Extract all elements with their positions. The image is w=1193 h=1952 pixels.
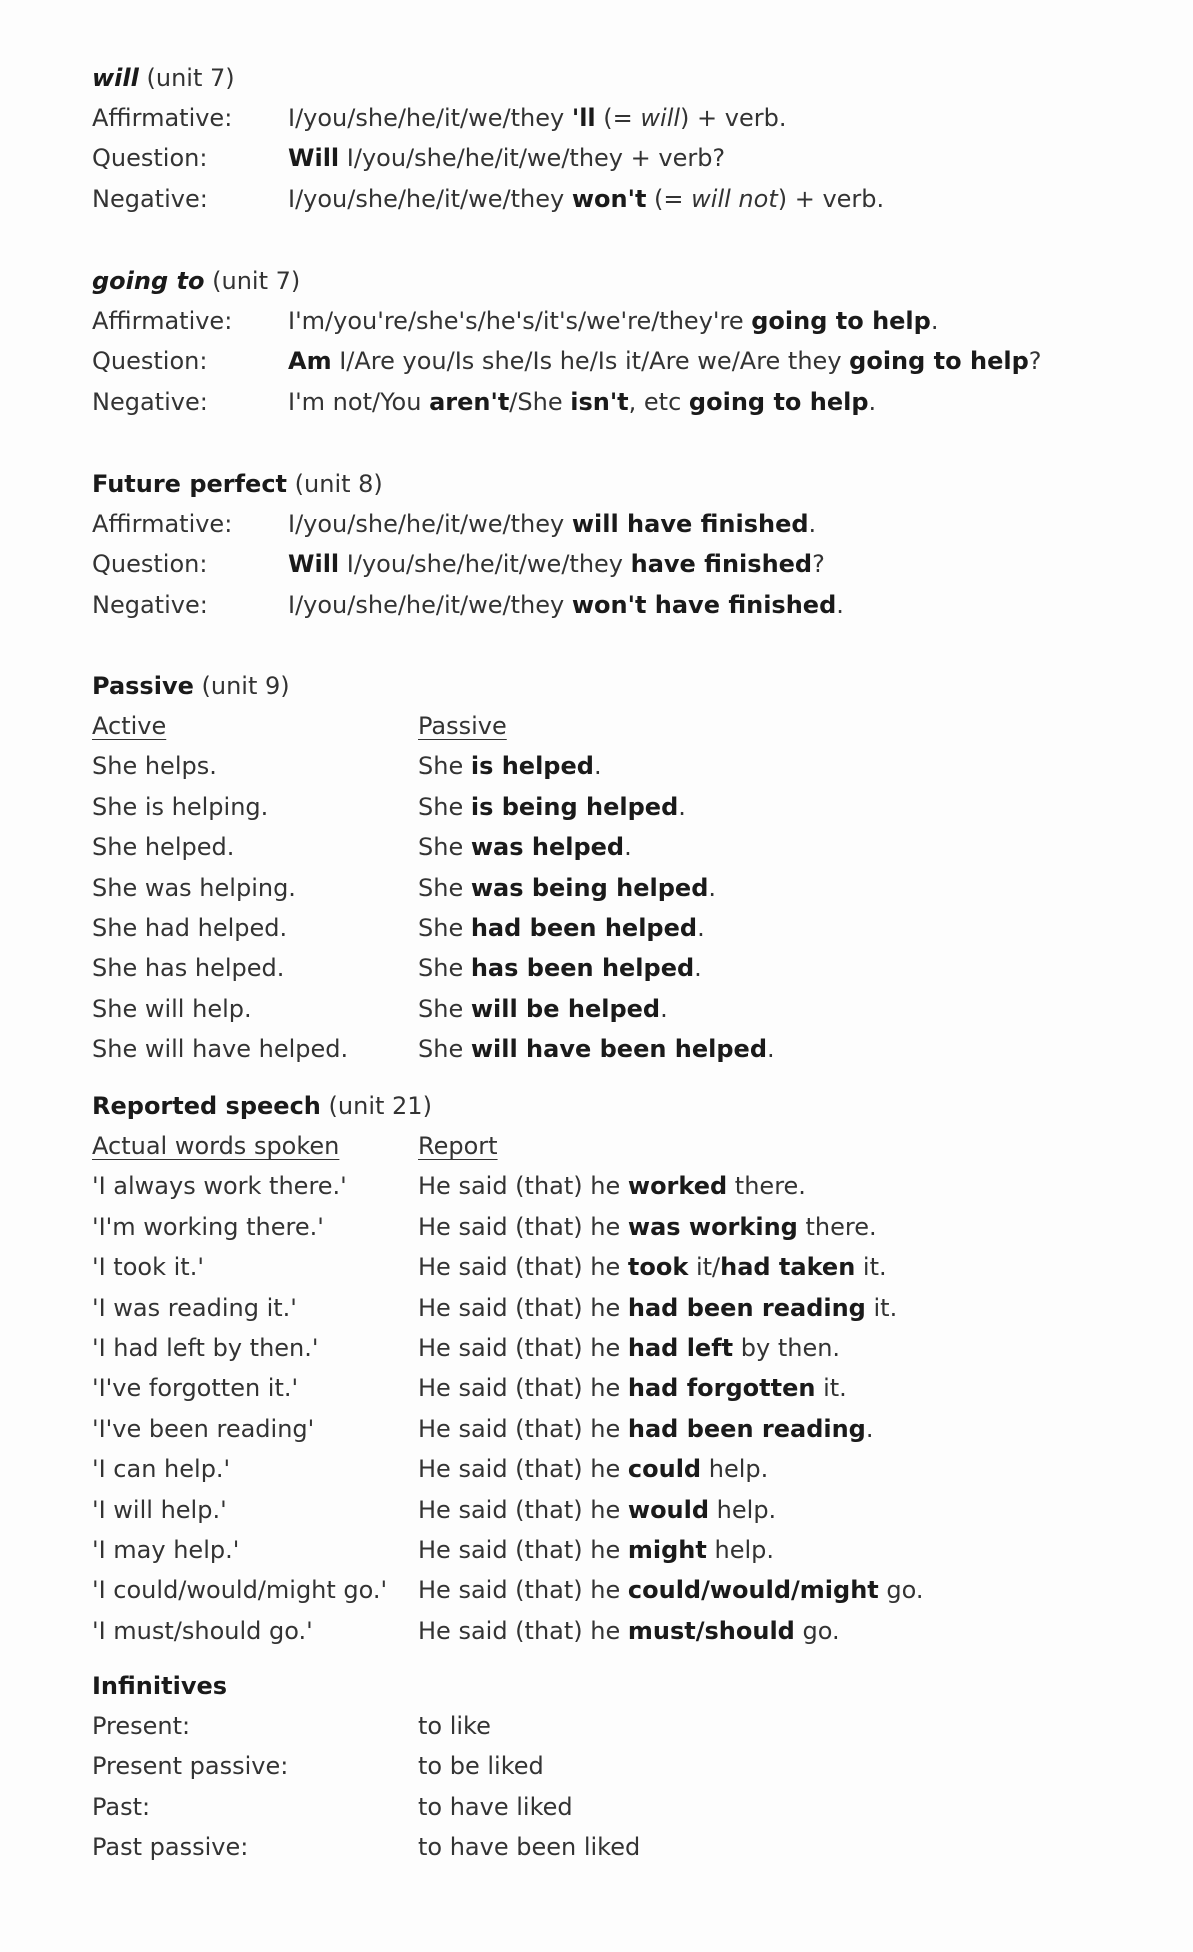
table-row <box>92 1409 1152 1449</box>
text-segment: (= <box>646 184 692 213</box>
text-segment: He said (that) he <box>418 1455 628 1484</box>
row-label: Past: <box>92 1792 151 1821</box>
row-value <box>418 1166 806 1206</box>
row-label: She helped. <box>92 833 235 862</box>
text-segment: I'm/you're/she's/he's/it's/we're/they're <box>288 307 752 335</box>
row-label: She has helped. <box>92 954 285 983</box>
row-value <box>418 746 602 786</box>
bold-segment: aren't <box>429 387 510 416</box>
row-label: 'I've been reading' <box>92 1414 315 1443</box>
text-segment: . <box>930 307 939 335</box>
row-value <box>418 1328 840 1368</box>
table-row <box>92 1288 1152 1328</box>
row-value <box>418 868 716 908</box>
row-value <box>418 827 632 867</box>
text-segment: to have been liked <box>418 1833 641 1862</box>
row-value <box>288 382 876 422</box>
section-unit: (unit 7) <box>212 267 301 295</box>
text-segment: She <box>418 833 471 862</box>
row-value <box>418 1570 924 1610</box>
table-row <box>92 787 1152 827</box>
table-row <box>92 1570 1152 1610</box>
bold-segment: will be helped <box>470 994 661 1023</box>
table-row <box>92 908 1152 948</box>
row-label: 'I could/would/might go.' <box>92 1576 388 1605</box>
row-value <box>418 1247 887 1287</box>
text-segment: He said (that) he <box>418 1374 628 1403</box>
bold-segment: was helped <box>470 833 625 862</box>
bold-segment: has been helped <box>470 954 695 983</box>
bold-segment: had been reading <box>627 1414 866 1443</box>
bold-segment: won't have finished <box>571 590 837 619</box>
section-will <box>92 58 1152 219</box>
section-going-to <box>92 261 1152 422</box>
row-label: Negative: <box>92 184 208 213</box>
section-rows <box>92 504 1152 625</box>
text-segment: help. <box>701 1455 769 1484</box>
text-segment: ) + verb. <box>777 184 885 213</box>
row-value <box>418 1368 847 1408</box>
bold-segment: isn't <box>570 387 629 416</box>
table-row <box>92 1166 1152 1206</box>
text-segment: He said (that) he <box>418 1576 628 1605</box>
text-segment: She <box>418 752 471 781</box>
row-label: She had helped. <box>92 913 288 942</box>
section-title: Passive <box>92 672 194 700</box>
row-label: Past passive: <box>92 1833 249 1862</box>
row-value <box>418 1746 544 1786</box>
text-segment: ) + verb. <box>680 104 787 132</box>
text-segment: , etc <box>628 387 689 416</box>
row-label: 'I took it.' <box>92 1253 204 1282</box>
text-segment: I/you/she/he/it/we/they <box>288 104 572 132</box>
text-segment: She <box>418 873 471 902</box>
bold-segment: Will <box>288 550 340 579</box>
table-row <box>92 1368 1152 1408</box>
row-label: Affirmative: <box>92 104 233 132</box>
section-heading <box>92 1666 1152 1706</box>
text-segment: She <box>418 913 471 942</box>
row-value <box>418 908 705 948</box>
table-row <box>92 1247 1152 1287</box>
row-label: 'I must/should go.' <box>92 1616 313 1645</box>
text-segment: help. <box>709 1495 777 1524</box>
row-label: 'I always work there.' <box>92 1172 347 1201</box>
table-row <box>92 746 1152 786</box>
section-rows <box>92 301 1152 422</box>
text-segment: . <box>868 387 877 416</box>
row-value <box>418 1530 774 1570</box>
section-heading <box>92 1086 1152 1126</box>
section-title: Reported speech <box>92 1092 321 1120</box>
table-row <box>92 1827 1152 1867</box>
bold-segment: might <box>627 1535 707 1564</box>
row-value <box>418 948 702 988</box>
row-label: Question: <box>92 144 208 173</box>
row-label: She will help. <box>92 994 252 1023</box>
section-unit: (unit 21) <box>328 1092 432 1120</box>
bold-segment: had been reading <box>627 1293 866 1322</box>
table-row <box>92 301 1152 341</box>
row-value <box>418 1449 768 1489</box>
table-row <box>92 179 1152 219</box>
text-segment: go. <box>794 1616 840 1645</box>
row-label: Question: <box>92 550 208 579</box>
table-row <box>92 1787 1152 1827</box>
table-row <box>92 544 1152 584</box>
row-label: Negative: <box>92 590 208 619</box>
table-row <box>92 98 1152 138</box>
text-segment: He said (that) he <box>418 1535 628 1564</box>
section-title: will <box>92 64 139 92</box>
bold-segment: will have been helped <box>470 1035 768 1064</box>
bold-segment: would <box>627 1495 710 1524</box>
section-passive <box>92 666 1152 1070</box>
row-label: She was helping. <box>92 873 296 902</box>
row-value <box>288 138 725 178</box>
text-segment: She <box>418 954 471 983</box>
section-title: going to <box>92 267 205 295</box>
bold-segment: must/should <box>627 1616 795 1645</box>
text-segment: . <box>697 913 705 942</box>
bold-segment: have finished <box>630 550 813 579</box>
text-segment: it. <box>865 1293 898 1322</box>
text-segment: She <box>418 792 471 821</box>
row-value <box>288 179 884 219</box>
row-value <box>418 1409 874 1449</box>
text-segment: by then. <box>733 1333 841 1362</box>
section-rows <box>92 98 1152 219</box>
row-label: 'I may help.' <box>92 1535 240 1564</box>
table-row <box>92 948 1152 988</box>
table-row <box>92 585 1152 625</box>
text-segment: it/ <box>688 1253 721 1282</box>
bold-segment: took <box>627 1253 689 1282</box>
row-label: She helps. <box>92 752 217 781</box>
text-segment: He said (that) he <box>418 1212 628 1241</box>
table-row <box>92 989 1152 1029</box>
section-heading <box>92 464 1152 504</box>
text-segment: She <box>418 994 471 1023</box>
bold-segment: had been helped <box>470 913 698 942</box>
section-title: Future perfect <box>92 470 288 498</box>
text-segment: there. <box>797 1212 877 1241</box>
text-segment: He said (that) he <box>418 1172 628 1201</box>
bold-segment: is helped <box>470 752 594 781</box>
section-heading <box>92 58 1152 98</box>
row-label: 'I'm working there.' <box>92 1212 324 1241</box>
section-infinitives <box>92 1666 1152 1868</box>
text-segment: . <box>694 954 702 983</box>
row-value <box>288 544 825 584</box>
row-label: Negative: <box>92 387 208 416</box>
bold-segment: will have finished <box>571 510 809 538</box>
text-segment: to have liked <box>418 1792 573 1821</box>
italic-segment: will <box>640 104 681 132</box>
section-heading <box>92 666 1152 706</box>
text-segment: . <box>593 752 602 781</box>
row-label: She will have helped. <box>92 1035 349 1064</box>
bold-segment: was working <box>627 1212 798 1241</box>
bold-segment: Will <box>288 144 340 173</box>
text-segment: it. <box>855 1253 887 1282</box>
text-segment: He said (that) he <box>418 1333 628 1362</box>
bold-segment: going to help <box>849 347 1029 376</box>
text-segment: it. <box>815 1374 847 1403</box>
section-future-perfect <box>92 464 1152 625</box>
bold-segment: is being helped <box>470 792 679 821</box>
column-headers <box>92 706 1152 746</box>
text-segment: ? <box>812 550 825 579</box>
bold-segment: worked <box>627 1172 728 1201</box>
row-value <box>288 504 816 544</box>
table-row <box>92 1449 1152 1489</box>
text-segment: (= <box>595 104 641 132</box>
section-unit: (unit 9) <box>201 672 290 700</box>
row-label: Present passive: <box>92 1752 289 1781</box>
table-row <box>92 1328 1152 1368</box>
section-title: Infinitives <box>92 1672 228 1700</box>
row-label: Affirmative: <box>92 510 233 538</box>
row-value <box>288 301 938 341</box>
text-segment: I/you/she/he/it/we/they <box>339 550 631 579</box>
column-header-active: Active <box>92 712 167 740</box>
table-row <box>92 341 1152 381</box>
table-row <box>92 382 1152 422</box>
column-header-actual-words: Actual words spoken <box>92 1132 340 1160</box>
row-value <box>288 585 844 625</box>
row-label: 'I was reading it.' <box>92 1293 297 1322</box>
table-row <box>92 1706 1152 1746</box>
text-segment: there. <box>727 1172 806 1201</box>
text-segment: I/Are you/Is she/Is he/Is it/Are we/Are they <box>331 347 850 376</box>
row-label: 'I had left by then.' <box>92 1333 319 1362</box>
row-label: Question: <box>92 347 208 376</box>
table-row <box>92 1530 1152 1570</box>
text-segment: I/you/she/he/it/we/they <box>288 510 572 538</box>
row-value <box>418 1611 840 1651</box>
table-row <box>92 1029 1152 1069</box>
bold-segment: 'll <box>571 104 596 132</box>
text-segment: I'm not/You <box>288 387 430 416</box>
bold-segment: had taken <box>720 1253 856 1282</box>
bold-segment: could/would/might <box>627 1576 879 1605</box>
bold-segment: Am <box>288 347 332 376</box>
text-segment: . <box>708 873 717 902</box>
table-row <box>92 1207 1152 1247</box>
text-segment: help. <box>706 1535 775 1564</box>
row-label: Affirmative: <box>92 307 233 335</box>
bold-segment: had forgotten <box>627 1374 816 1403</box>
text-segment: . <box>836 590 844 619</box>
text-segment: . <box>624 833 632 862</box>
row-value <box>418 1827 640 1867</box>
text-segment: He said (that) he <box>418 1293 628 1322</box>
text-segment: . <box>678 792 686 821</box>
text-segment: I/you/she/he/it/we/they <box>288 184 572 213</box>
table-row <box>92 504 1152 544</box>
row-value <box>418 1787 573 1827</box>
text-segment: She <box>418 1035 471 1064</box>
table-row <box>92 138 1152 178</box>
table-row <box>92 868 1152 908</box>
section-rows <box>92 1166 1152 1651</box>
text-segment: He said (that) he <box>418 1616 628 1645</box>
row-value <box>418 1029 775 1069</box>
table-row <box>92 827 1152 867</box>
text-segment: go. <box>878 1576 924 1605</box>
section-rows <box>92 746 1152 1069</box>
row-label: 'I will help.' <box>92 1495 227 1524</box>
section-unit: (unit 7) <box>146 64 235 92</box>
bold-segment: had left <box>627 1333 734 1362</box>
text-segment: ? <box>1028 347 1042 376</box>
row-value <box>418 787 686 827</box>
row-label: She is helping. <box>92 792 269 821</box>
bold-segment: going to help <box>751 307 931 335</box>
text-segment: . <box>808 510 817 538</box>
row-value <box>288 341 1042 381</box>
text-segment: I/you/she/he/it/we/they + verb? <box>339 144 726 173</box>
section-rows <box>92 1706 1152 1868</box>
text-segment: . <box>660 994 668 1023</box>
column-header-passive: Passive <box>418 712 507 740</box>
column-headers <box>92 1126 1152 1166</box>
italic-segment: will not <box>691 184 778 213</box>
row-label: 'I've forgotten it.' <box>92 1374 299 1403</box>
bold-segment: going to help <box>688 387 869 416</box>
text-segment: He said (that) he <box>418 1414 628 1443</box>
table-row <box>92 1611 1152 1651</box>
row-value <box>418 1207 877 1247</box>
text-segment: to be liked <box>418 1752 544 1781</box>
row-value <box>418 1288 897 1328</box>
text-segment: . <box>767 1035 775 1064</box>
section-unit: (unit 8) <box>294 470 383 498</box>
text-segment: . <box>865 1414 874 1443</box>
text-segment: I/you/she/he/it/we/they <box>288 590 572 619</box>
section-reported-speech <box>92 1086 1152 1651</box>
text-segment: He said (that) he <box>418 1495 628 1524</box>
row-label: 'I can help.' <box>92 1455 231 1484</box>
row-value <box>418 1490 776 1530</box>
bold-segment: could <box>627 1455 702 1484</box>
text-segment: /She <box>509 387 571 416</box>
row-value <box>288 98 786 138</box>
row-value <box>418 989 668 1029</box>
bold-segment: won't <box>571 184 647 213</box>
table-row <box>92 1490 1152 1530</box>
section-heading <box>92 261 1152 301</box>
bold-segment: was being helped <box>470 873 709 902</box>
table-row <box>92 1746 1152 1786</box>
row-label: Present: <box>92 1712 191 1740</box>
row-value <box>418 1706 491 1746</box>
text-segment: to like <box>418 1712 491 1740</box>
column-header-report: Report <box>418 1132 498 1160</box>
text-segment: He said (that) he <box>418 1253 628 1282</box>
